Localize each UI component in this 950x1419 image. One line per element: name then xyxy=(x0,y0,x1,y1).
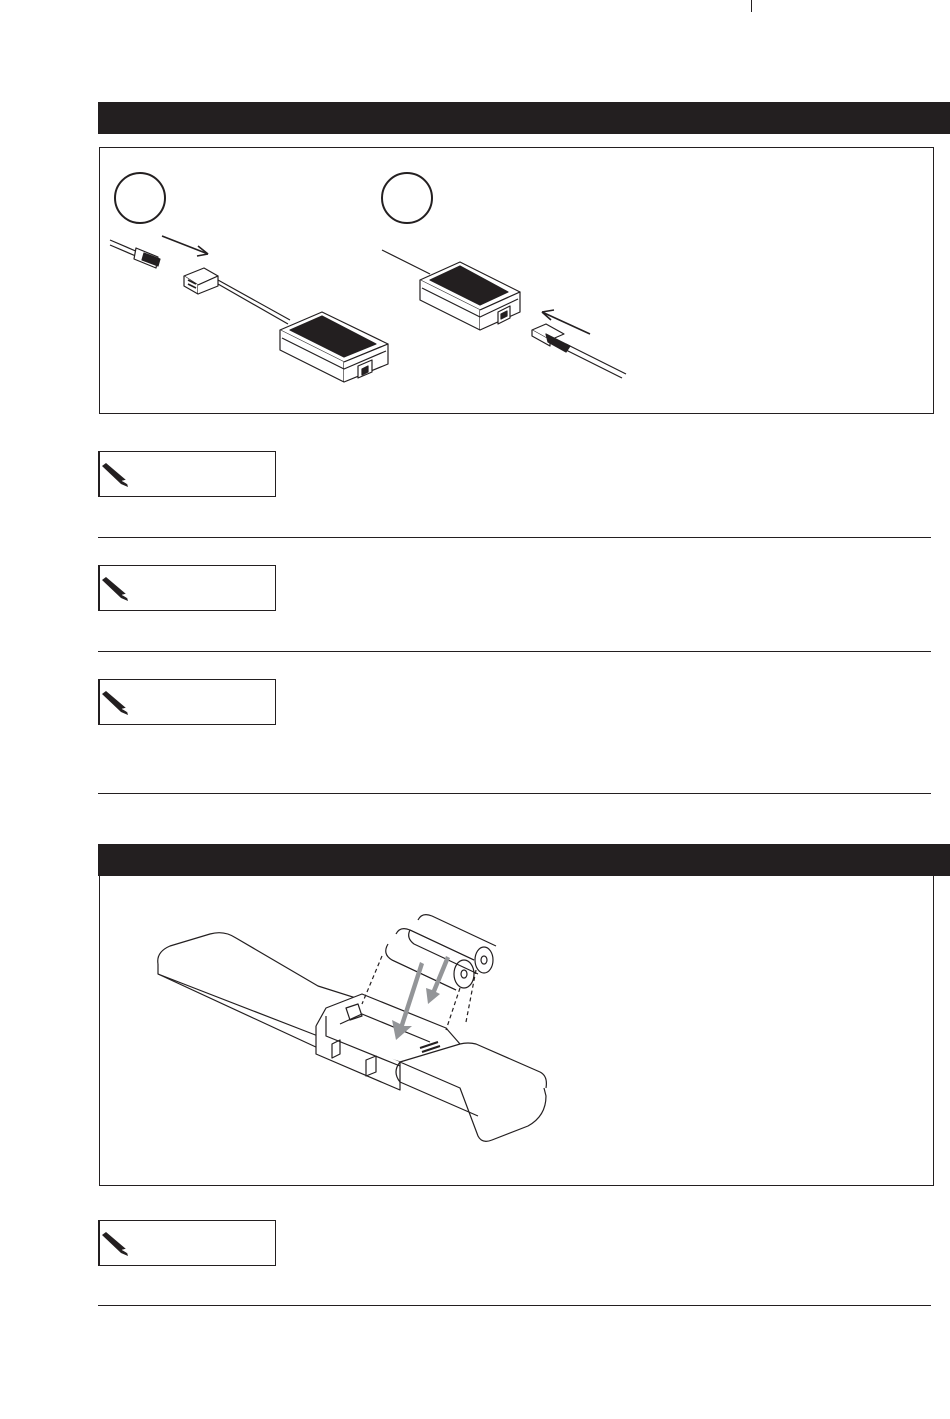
power-adapter-figure xyxy=(99,147,934,414)
page-edge-rule xyxy=(751,0,752,12)
note-tag-3 xyxy=(98,679,276,725)
section-title xyxy=(98,109,110,126)
divider xyxy=(98,537,931,538)
note-tag-4 xyxy=(98,1220,276,1266)
note-tag-1 xyxy=(98,451,276,497)
remote-illustration xyxy=(100,876,933,1185)
note-tag-2 xyxy=(98,565,276,611)
pencil-icon xyxy=(100,1231,134,1257)
divider xyxy=(98,793,931,794)
adapter-illustration xyxy=(100,148,933,413)
section-header-power xyxy=(98,102,950,134)
divider xyxy=(98,651,931,652)
remote-battery-figure xyxy=(99,876,934,1186)
section-title xyxy=(98,851,110,868)
divider xyxy=(98,1305,931,1306)
pencil-icon xyxy=(100,576,134,602)
pencil-icon xyxy=(100,690,134,716)
section-header-batteries xyxy=(98,844,950,876)
pencil-icon xyxy=(100,462,134,488)
